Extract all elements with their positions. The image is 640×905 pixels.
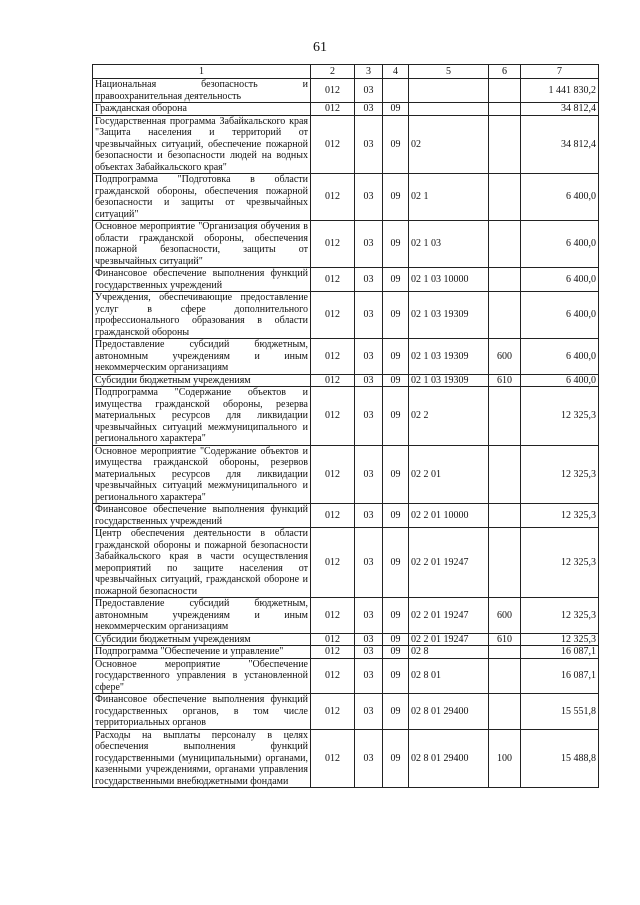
expense-type-cell (489, 387, 521, 446)
section-code-cell: 03 (355, 504, 383, 528)
section-code-cell: 03 (355, 598, 383, 634)
section-code-cell: 03 (355, 115, 383, 174)
target-article-cell: 02 (409, 115, 489, 174)
amount-cell: 34 812,4 (521, 103, 599, 116)
section-code-cell: 03 (355, 374, 383, 387)
row-name-cell: Учреждения, обеспечивающие предоставление услуг в сфере дополнительного профессионального образования в области гражданской обороны (93, 292, 311, 339)
table-row (93, 268, 599, 292)
target-article-cell: 02 2 01 (409, 445, 489, 504)
section-code-cell: 03 (355, 633, 383, 646)
subsection-code-cell: 09 (383, 374, 409, 387)
table-row (93, 387, 599, 446)
ministry-code-cell: 012 (311, 79, 355, 103)
table-row (93, 694, 599, 730)
table-header-row (93, 65, 599, 79)
column-header: 6 (489, 65, 521, 79)
subsection-code-cell: 09 (383, 598, 409, 634)
amount-cell: 6 400,0 (521, 374, 599, 387)
column-header: 2 (311, 65, 355, 79)
ministry-code-cell: 012 (311, 528, 355, 598)
ministry-code-cell: 012 (311, 504, 355, 528)
subsection-code-cell: 09 (383, 504, 409, 528)
target-article-cell: 02 1 03 19309 (409, 292, 489, 339)
ministry-code-cell: 012 (311, 729, 355, 788)
ministry-code-cell: 012 (311, 445, 355, 504)
table-row (93, 598, 599, 634)
expense-type-cell (489, 268, 521, 292)
section-code-cell: 03 (355, 445, 383, 504)
table-row (93, 339, 599, 375)
expense-type-cell (489, 445, 521, 504)
page-number: 61 (313, 40, 327, 55)
table-row (93, 79, 599, 103)
row-name-cell: Субсидии бюджетным учреждениям (93, 633, 311, 646)
row-name-cell: Основное мероприятие "Обеспечение государственного управления в установленной сфере" (93, 658, 311, 694)
row-name-cell: Расходы на выплаты персоналу в целях обеспечения выполнения функций государственными (муниципальными) органами, казенными учреждениями, органами управления государственными внебюджетными фондами (93, 729, 311, 788)
expense-type-cell (489, 79, 521, 103)
section-code-cell: 03 (355, 729, 383, 788)
amount-cell: 16 087,1 (521, 658, 599, 694)
section-code-cell: 03 (355, 174, 383, 221)
column-header: 7 (521, 65, 599, 79)
target-article-cell: 02 8 (409, 646, 489, 659)
subsection-code-cell: 09 (383, 658, 409, 694)
amount-cell: 12 325,3 (521, 387, 599, 446)
amount-cell: 6 400,0 (521, 339, 599, 375)
amount-cell: 12 325,3 (521, 445, 599, 504)
amount-cell: 6 400,0 (521, 221, 599, 268)
ministry-code-cell: 012 (311, 598, 355, 634)
table-row (93, 103, 599, 116)
table-row (93, 115, 599, 174)
expense-type-cell: 610 (489, 633, 521, 646)
expense-type-cell: 100 (489, 729, 521, 788)
subsection-code-cell: 09 (383, 528, 409, 598)
ministry-code-cell: 012 (311, 633, 355, 646)
section-code-cell: 03 (355, 103, 383, 116)
expense-type-cell (489, 658, 521, 694)
section-code-cell: 03 (355, 292, 383, 339)
row-name-cell: Подпрограмма "Содержание объектов и имущества гражданской обороны, резерва материальных ресурсов для ликвидации чрезвычайных ситуаций межмуниципального и регионального характера" (93, 387, 311, 446)
expense-type-cell (489, 174, 521, 221)
target-article-cell: 02 2 01 19247 (409, 528, 489, 598)
target-article-cell: 02 2 (409, 387, 489, 446)
amount-cell: 12 325,3 (521, 528, 599, 598)
row-name-cell: Основное мероприятие "Содержание объектов и имущества гражданской обороны, резервов материальных ресурсов для ликвидации чрезвычайных ситуаций межмуниципального и регионального характера" (93, 445, 311, 504)
amount-cell: 12 325,3 (521, 633, 599, 646)
table-row (93, 729, 599, 788)
target-article-cell: 02 8 01 (409, 658, 489, 694)
expense-type-cell (489, 504, 521, 528)
subsection-code-cell: 09 (383, 445, 409, 504)
column-header: 4 (383, 65, 409, 79)
target-article-cell: 02 1 03 19309 (409, 339, 489, 375)
row-name-cell: Основное мероприятие "Организация обучения в области гражданской обороны, обеспечения пожарной безопасности, защиты от чрезвычайных ситуаций" (93, 221, 311, 268)
table-row (93, 658, 599, 694)
amount-cell: 15 488,8 (521, 729, 599, 788)
table-row (93, 445, 599, 504)
row-name-cell: Гражданская оборона (93, 103, 311, 116)
subsection-code-cell: 09 (383, 115, 409, 174)
subsection-code-cell: 09 (383, 646, 409, 659)
expense-type-cell: 600 (489, 598, 521, 634)
target-article-cell: 02 8 01 29400 (409, 729, 489, 788)
target-article-cell: 02 8 01 29400 (409, 694, 489, 730)
amount-cell: 15 551,8 (521, 694, 599, 730)
subsection-code-cell: 09 (383, 729, 409, 788)
subsection-code-cell: 09 (383, 103, 409, 116)
subsection-code-cell: 09 (383, 387, 409, 446)
amount-cell: 12 325,3 (521, 598, 599, 634)
section-code-cell: 03 (355, 658, 383, 694)
row-name-cell: Подпрограмма "Обеспечение и управление" (93, 646, 311, 659)
table-row (93, 633, 599, 646)
section-code-cell: 03 (355, 221, 383, 268)
subsection-code-cell: 09 (383, 339, 409, 375)
target-article-cell: 02 1 (409, 174, 489, 221)
section-code-cell: 03 (355, 339, 383, 375)
ministry-code-cell: 012 (311, 658, 355, 694)
row-name-cell: Национальная безопасность и правоохранительная деятельность (93, 79, 311, 103)
subsection-code-cell: 09 (383, 694, 409, 730)
expense-type-cell: 610 (489, 374, 521, 387)
target-article-cell: 02 1 03 10000 (409, 268, 489, 292)
row-name-cell: Предоставление субсидий бюджетным, автономным учреждениям и иным некоммерческим организациям (93, 339, 311, 375)
ministry-code-cell: 012 (311, 694, 355, 730)
ministry-code-cell: 012 (311, 339, 355, 375)
amount-cell: 6 400,0 (521, 174, 599, 221)
expense-type-cell (489, 646, 521, 659)
ministry-code-cell: 012 (311, 115, 355, 174)
expense-type-cell (489, 528, 521, 598)
expense-type-cell (489, 694, 521, 730)
expense-type-cell (489, 115, 521, 174)
amount-cell: 34 812,4 (521, 115, 599, 174)
column-header: 3 (355, 65, 383, 79)
table-row (93, 646, 599, 659)
table-row (93, 292, 599, 339)
subsection-code-cell: 09 (383, 292, 409, 339)
row-name-cell: Государственная программа Забайкальского края "Защита населения и территорий от чрезвычайных ситуаций, обеспечение пожарной безопасности и безопасности людей на водных объектах Забайкальского края" (93, 115, 311, 174)
row-name-cell: Субсидии бюджетным учреждениям (93, 374, 311, 387)
ministry-code-cell: 012 (311, 103, 355, 116)
section-code-cell: 03 (355, 268, 383, 292)
subsection-code-cell (383, 79, 409, 103)
expense-type-cell (489, 221, 521, 268)
section-code-cell: 03 (355, 694, 383, 730)
target-article-cell: 02 2 01 19247 (409, 633, 489, 646)
ministry-code-cell: 012 (311, 646, 355, 659)
amount-cell: 1 441 830,2 (521, 79, 599, 103)
ministry-code-cell: 012 (311, 221, 355, 268)
expense-type-cell (489, 292, 521, 339)
target-article-cell (409, 79, 489, 103)
subsection-code-cell: 09 (383, 268, 409, 292)
expense-type-cell: 600 (489, 339, 521, 375)
expense-type-cell (489, 103, 521, 116)
row-name-cell: Предоставление субсидий бюджетным, автономным учреждениям и иным некоммерческим организациям (93, 598, 311, 634)
section-code-cell: 03 (355, 528, 383, 598)
row-name-cell: Финансовое обеспечение выполнения функций государственных учреждений (93, 268, 311, 292)
row-name-cell: Финансовое обеспечение выполнения функций государственных учреждений (93, 504, 311, 528)
budget-table (92, 64, 599, 788)
section-code-cell: 03 (355, 646, 383, 659)
row-name-cell: Центр обеспечения деятельности в области гражданской обороны и пожарной безопасности Забайкальского края в части осуществления мероприятий по защите населения от чрезвычайных ситуаций, гражданской обороне и пожарной безопасности (93, 528, 311, 598)
row-name-cell: Подпрограмма "Подготовка в области гражданской обороны, обеспечения пожарной безопасности и защиты от чрезвычайных ситуаций" (93, 174, 311, 221)
table-row (93, 221, 599, 268)
ministry-code-cell: 012 (311, 374, 355, 387)
column-header: 5 (409, 65, 489, 79)
target-article-cell: 02 1 03 (409, 221, 489, 268)
row-name-cell: Финансовое обеспечение выполнения функций государственных органов, в том числе территориальных органов (93, 694, 311, 730)
subsection-code-cell: 09 (383, 221, 409, 268)
amount-cell: 6 400,0 (521, 268, 599, 292)
target-article-cell: 02 1 03 19309 (409, 374, 489, 387)
ministry-code-cell: 012 (311, 292, 355, 339)
table-row (93, 374, 599, 387)
amount-cell: 16 087,1 (521, 646, 599, 659)
subsection-code-cell: 09 (383, 174, 409, 221)
ministry-code-cell: 012 (311, 174, 355, 221)
amount-cell: 12 325,3 (521, 504, 599, 528)
table-row (93, 504, 599, 528)
target-article-cell: 02 2 01 19247 (409, 598, 489, 634)
subsection-code-cell: 09 (383, 633, 409, 646)
section-code-cell: 03 (355, 387, 383, 446)
table-row (93, 174, 599, 221)
amount-cell: 6 400,0 (521, 292, 599, 339)
column-header: 1 (93, 65, 311, 79)
ministry-code-cell: 012 (311, 268, 355, 292)
section-code-cell: 03 (355, 79, 383, 103)
target-article-cell: 02 2 01 10000 (409, 504, 489, 528)
table-row (93, 528, 599, 598)
ministry-code-cell: 012 (311, 387, 355, 446)
target-article-cell (409, 103, 489, 116)
